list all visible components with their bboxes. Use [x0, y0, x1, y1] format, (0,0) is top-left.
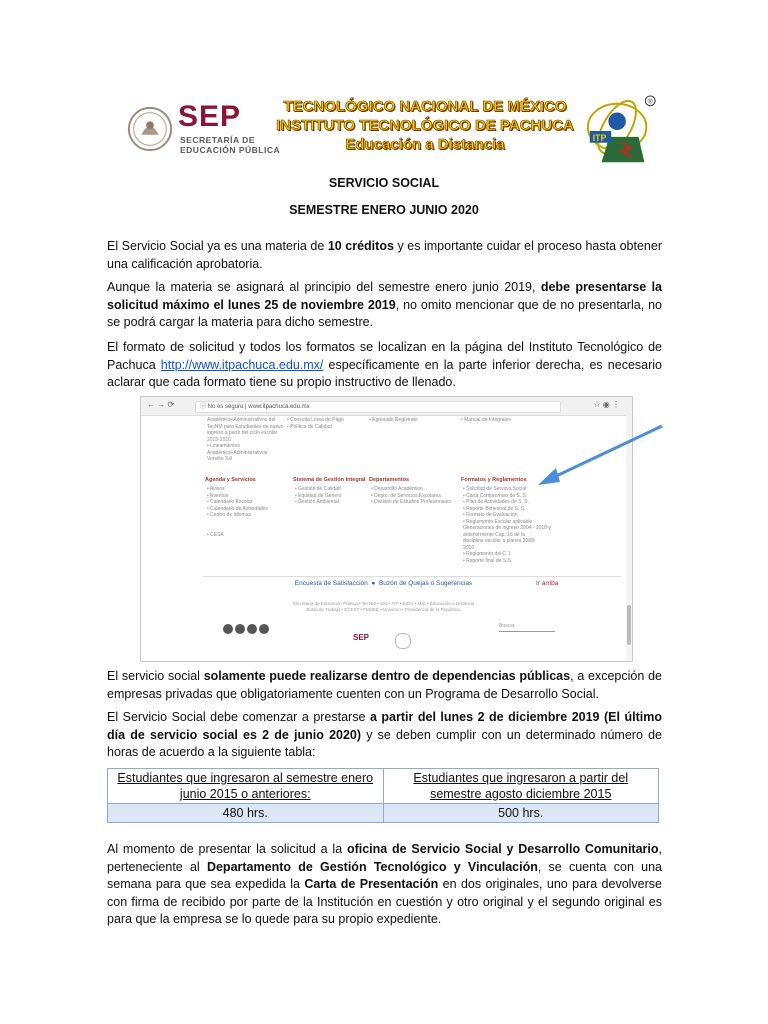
shot-agenda-list	[207, 486, 268, 538]
list-item: • Centro de Idiomas	[207, 512, 251, 518]
paragraph-5: El Servicio Social debe comenzar a prestarse a partir del lunes 2 de diciembre 2019 (El último día de servicio social es 2 de junio 2020) y se deben cumplir con un determinado número de horas de acuerdo a la siguiente tabla:	[107, 710, 662, 759]
list-item: ingreso a partir del ciclo escolar	[207, 430, 278, 436]
table-row	[108, 769, 659, 804]
list-item: • Egresado Registrate	[369, 417, 418, 423]
doc-title: SERVICIO SOCIAL	[328, 176, 440, 190]
doc-subtitle: SEMESTRE ENERO JUNIO 2020	[289, 203, 479, 217]
sep-subtitle-line2: EDUCACIÓN PÚBLICA	[180, 145, 281, 155]
list-item: • Lineamientos	[207, 443, 240, 449]
shot-col-top-mid2	[369, 417, 418, 424]
list-item: • Reglamento del C. I.	[463, 551, 512, 557]
shot-heading-agenda: Agenda y Servicios	[205, 477, 256, 483]
list-item: • Calendario Escolar	[207, 499, 253, 505]
shot-col-top-mid	[287, 417, 344, 430]
shot-heading-sistema: Sistema de Gestión Integral	[293, 477, 366, 483]
list-item: Académico-Administrativos del	[207, 417, 276, 423]
hours-table	[107, 768, 659, 823]
registered-mark: ®	[647, 98, 653, 106]
shot-social-icons	[223, 621, 269, 639]
list-item: • Gestión de Calidad	[295, 486, 341, 492]
list-item: • CESA	[207, 531, 224, 538]
list-item: 2015-2016	[207, 436, 231, 443]
paragraph-3: El formato de solicitud y todos los formatos se localizan en la página del Instituto Tecnológico de Pachuca http://www.itpachuca.edu.mx/ específicamente en la parte inferior derecha, es necesario aclarar que cada formato tiene su propio instructivo de llenado.	[107, 340, 662, 389]
shot-footer-links: Encuesta de Satisfacción ● Buzón de Quejas o Sugerencias	[294, 580, 473, 587]
list-item: Académico-Administrativos	[207, 449, 268, 456]
list-item: • Desarrollo Académico	[371, 486, 423, 492]
itp-logo-icon	[582, 94, 660, 170]
shot-go-top: Ir arriba	[536, 580, 559, 587]
list-item: • Reglamento Escolar aplicable	[463, 518, 533, 525]
paragraph-4: El servicio social solamente puede realizarse dentro de dependencias públicas, a excepción de empresas privadas que obligatoriamente cuenten con un Programa de Desarrollo Social.	[107, 669, 662, 701]
sep-subtitle-line1: SECRETARÍA DE	[180, 135, 255, 145]
table-header-cell: Estudiantes que ingresaron a partir del semestre agosto diciembre 2015	[383, 769, 659, 804]
shot-col-top-left	[207, 417, 283, 463]
itpachuca-link[interactable]: http://www.itpachuca.edu.mx/	[160, 357, 324, 372]
shot-sep-logo: SEP	[353, 633, 370, 642]
mexican-coat-of-arms-icon	[126, 100, 174, 158]
list-item: • Solicitud de Servicio Social	[463, 486, 527, 492]
list-item: • Eventos	[207, 492, 229, 499]
itp-logo-text: ITP	[592, 132, 607, 143]
inst-line-3: Educación a Distancia	[345, 136, 505, 153]
list-item: • Equidad de Género	[295, 492, 342, 499]
shot-formatos-list	[463, 486, 551, 564]
list-item: • Consulta Línea de Pago	[287, 417, 344, 423]
institution-heading	[275, 97, 575, 154]
sep-logo-text: SEP	[178, 100, 242, 133]
list-item: TecNM para Estudiantes de nuevo	[207, 423, 284, 430]
back-forward-icon: ← → ⟳	[147, 400, 175, 409]
list-item: • Gestión Ambiental	[295, 499, 339, 505]
list-item: • Depto. de Servicios Escolares	[371, 492, 441, 499]
list-item: • Formato de Evaluación	[463, 512, 518, 518]
shot-footer-text: Secretaría de Educación Pública • TecNM • SICA ITP • SIGC • MiG • Educación a Distancia Bolsa de Trabajo • ECEST • FMUEE • Universo • Presidencia de la República	[292, 601, 475, 612]
shot-search-box: Buscar	[499, 623, 555, 632]
list-item: Versión 3.0	[207, 456, 233, 462]
browser-bar	[141, 397, 632, 416]
list-item: • Política de Calidad	[287, 423, 332, 430]
table-header-cell: Estudiantes que ingresaron al semestre enero junio 2015 o anteriores:	[108, 769, 384, 804]
shot-heading-departamentos: Departamentos	[369, 477, 410, 483]
shot-sistema-list	[295, 486, 342, 506]
list-item: • Manual de Integrales	[461, 417, 511, 423]
paragraph-2: Aunque la materia se asignará al principio del semestre enero junio 2019, debe presentarse la solicitud máximo el lunes 25 de noviembre 2019, no omito mencionar que de no presentarla, no se podrá cargar la materia para dicho semestre.	[107, 280, 663, 329]
shot-heading-formatos: Formatos y Reglamentos	[461, 477, 527, 483]
inst-line-1: TECNOLÓGICO NACIONAL DE MÉXICO	[283, 98, 567, 115]
shot-deptos-list	[371, 486, 451, 506]
list-item: • División de Estudios Profesionales	[371, 499, 451, 505]
paragraph-6: Al momento de presentar la solicitud a la oficina de Servicio Social y Desarrollo Comunitario, perteneciente al Departamento de Gestión Tecnológico y Vinculación, se cuenta con una semana para que sea expedida la Carta de Presentación en dos originales, uno para devolverse con firma de recibido por parte de la Institución en cuestión y otro original y el segundo original es para que la empresa se lo quede para su propio expediente.	[107, 842, 662, 926]
paragraph-1: El Servicio Social ya es una materia de 10 créditos y es importante cuidar el proceso hasta obtener una calificación aprobatoria.	[107, 239, 662, 271]
list-item: anteriormente Cap. 16 de la	[463, 531, 525, 538]
inst-line-2: INSTITUTO TECNOLÓGICO DE PACHUCA	[276, 117, 574, 134]
list-item: • Avisos	[207, 486, 225, 492]
table-row	[108, 804, 659, 823]
list-item: • Reporte final de S.S.	[463, 557, 513, 564]
list-item: • Plan de Actividades de S. S.	[463, 499, 529, 505]
list-item: 2010	[463, 544, 475, 551]
list-item: • Calendario de Actividades	[207, 505, 268, 512]
shot-col-top-right	[461, 417, 511, 424]
pointer-arrow-icon	[534, 420, 666, 490]
list-item: • Carta Compromiso de S. S.	[463, 492, 528, 499]
list-item: • Reporte Bimestral de S. S.	[463, 505, 526, 512]
list-item: disciplina escolar a planes 2009-	[463, 538, 536, 544]
shot-seal-icon	[395, 633, 411, 649]
address-bar: ⓘ No es seguro | www.itpachuca.edu.mx	[195, 401, 561, 413]
list-item: Generaciones de ingreso 2004 - 2010 y	[463, 525, 551, 531]
table-cell: 480 hrs.	[108, 804, 384, 823]
browser-actions-icon: ☆ ◉ ⋮	[593, 400, 620, 409]
table-cell: 500 hrs.	[383, 804, 659, 823]
